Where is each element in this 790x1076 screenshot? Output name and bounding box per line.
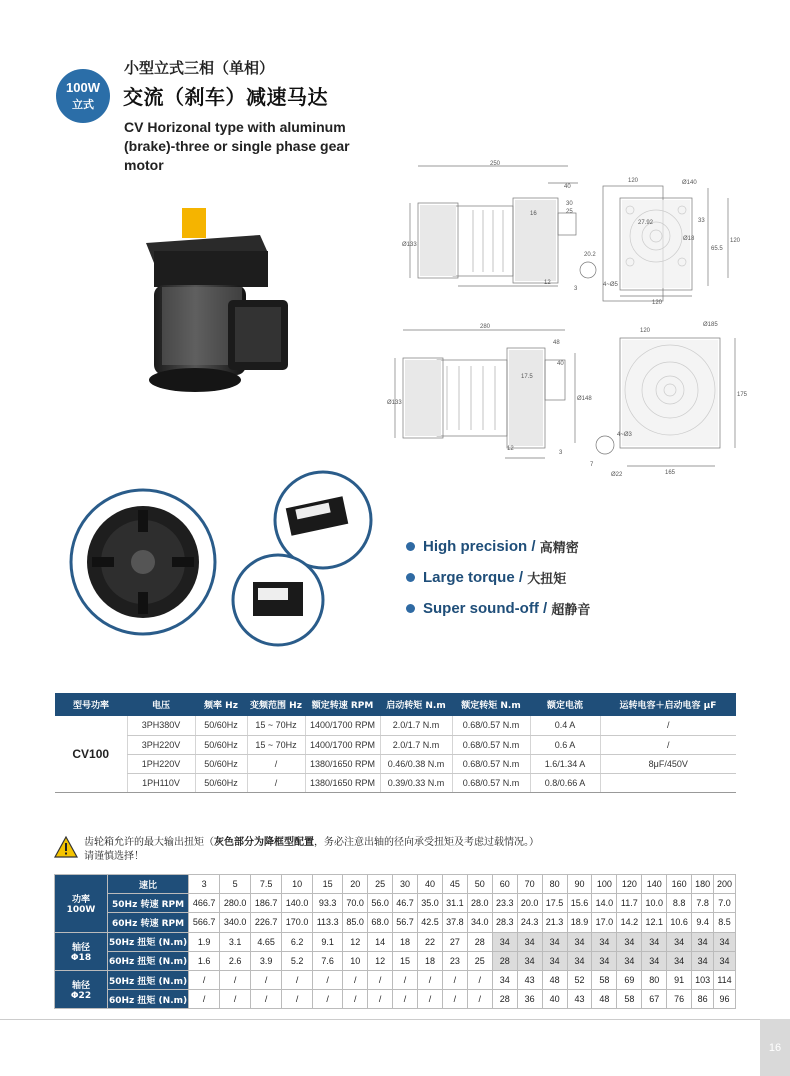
torque-cell: / xyxy=(282,990,313,1009)
table-cell: 2.0/1.7 N.m xyxy=(380,716,452,735)
torque-cell: 34 xyxy=(667,932,692,951)
spec-header: 额定转速 RPM xyxy=(305,693,380,716)
table-cell: 0.39/0.33 N.m xyxy=(380,773,452,792)
table-cell: 0.68/0.57 N.m xyxy=(452,754,530,773)
svg-text:280: 280 xyxy=(480,324,491,330)
torque-cell: 14 xyxy=(368,932,393,951)
torque-cell: 100 xyxy=(592,875,617,894)
footer-divider xyxy=(0,1019,760,1020)
torque-cell: 30 xyxy=(393,875,418,894)
torque-cell: 43 xyxy=(567,990,592,1009)
torque-cell: 10.6 xyxy=(667,913,692,932)
torque-cell: 91 xyxy=(667,970,692,989)
svg-text:250: 250 xyxy=(490,161,501,167)
shaft18-header xyxy=(55,932,108,970)
svg-text:3: 3 xyxy=(574,286,578,292)
torque-cell: 34 xyxy=(567,951,592,970)
torque-cell: 50 xyxy=(467,875,492,894)
torque-cell: 10 xyxy=(282,875,313,894)
svg-text:48: 48 xyxy=(553,340,560,346)
svg-text:120: 120 xyxy=(730,238,741,244)
torque-cell: 10.0 xyxy=(642,894,667,913)
torque-cell: 3.9 xyxy=(251,951,282,970)
torque-cell: 280.0 xyxy=(220,894,251,913)
feature-zh: 超静音 xyxy=(551,603,591,618)
t22-50-row xyxy=(55,970,736,989)
note-text-post: ，务必注意出轴的径向承受扭矩及考虑过载情况。） xyxy=(314,837,539,848)
torque-cell: 37.8 xyxy=(442,913,467,932)
torque-cell: 28.3 xyxy=(492,913,517,932)
torque-cell: / xyxy=(442,990,467,1009)
torque-cell: / xyxy=(343,990,368,1009)
svg-text:12: 12 xyxy=(507,446,514,452)
torque-cell: 58 xyxy=(617,990,642,1009)
torque-cell: 10 xyxy=(343,951,368,970)
t22-60-row xyxy=(55,990,736,1009)
torque-cell: 1.9 xyxy=(189,932,220,951)
torque-cell: 67 xyxy=(642,990,667,1009)
feature-item: High precision / 高精密 xyxy=(406,531,590,562)
torque-cell: 36 xyxy=(517,990,542,1009)
table-cell: 50/60Hz xyxy=(195,716,247,735)
feature-item: Large torque / 大扭矩 xyxy=(406,562,590,593)
note-text-line2: 请谨慎选择！ xyxy=(84,851,144,862)
torque-cell: 48 xyxy=(542,970,567,989)
torque-cell: 15 xyxy=(393,951,418,970)
torque-cell: / xyxy=(418,970,443,989)
torque-cell: 34 xyxy=(617,932,642,951)
shaft22-value: Φ22 xyxy=(70,991,92,1002)
table-cell: / xyxy=(247,773,305,792)
torque-cell: 34 xyxy=(692,932,714,951)
torque-cell: 1.6 xyxy=(189,951,220,970)
svg-text:Ø185: Ø185 xyxy=(703,322,718,328)
torque-cell: 34 xyxy=(692,951,714,970)
page-title: 交流（刹车）减速马达 xyxy=(123,85,328,109)
spec-header: 启动转矩 N.m xyxy=(380,693,452,716)
spec-header: 型号功率 xyxy=(55,693,127,716)
torque-cell: 28.0 xyxy=(467,894,492,913)
torque-cell: 186.7 xyxy=(251,894,282,913)
torque-cell: 34 xyxy=(567,932,592,951)
shaft22-header xyxy=(55,970,108,1008)
svg-text:Ø140: Ø140 xyxy=(682,180,697,186)
svg-text:Ø18: Ø18 xyxy=(683,236,695,242)
torque-cell: 86 xyxy=(692,990,714,1009)
spec-header: 电压 xyxy=(127,693,195,716)
svg-text:Ø133: Ø133 xyxy=(387,400,402,406)
torque-cell: 34 xyxy=(642,932,667,951)
power-badge xyxy=(56,69,110,123)
torque-cell: / xyxy=(393,990,418,1009)
spec-header: 额定电流 xyxy=(530,693,600,716)
torque-cell: 18.9 xyxy=(567,913,592,932)
torque-cell: 200 xyxy=(714,875,736,894)
shaft22-label: 轴径 xyxy=(71,981,90,992)
torque-cell: 14.0 xyxy=(592,894,617,913)
torque-cell: 28 xyxy=(492,990,517,1009)
svg-text:120: 120 xyxy=(628,178,639,184)
torque-cell: 34 xyxy=(492,970,517,989)
torque-cell: 180 xyxy=(692,875,714,894)
t22-50-label: 50Hz 扭矩 (N.m) xyxy=(108,970,189,989)
table-cell: 0.68/0.57 N.m xyxy=(452,716,530,735)
table-cell: 1400/1700 RPM xyxy=(305,735,380,754)
torque-cell: 34 xyxy=(542,932,567,951)
torque-cell: / xyxy=(189,990,220,1009)
torque-cell: 7.0 xyxy=(714,894,736,913)
torque-cell: 15.6 xyxy=(567,894,592,913)
dimension-drawing-brake xyxy=(385,318,748,480)
torque-cell: 27 xyxy=(442,932,467,951)
feature-en: Large torque xyxy=(423,569,515,586)
svg-text:120: 120 xyxy=(652,300,663,306)
torque-cell: 34 xyxy=(492,932,517,951)
torque-cell: 34 xyxy=(617,951,642,970)
torque-cell: / xyxy=(313,970,343,989)
torque-cell: 5 xyxy=(220,875,251,894)
svg-text:Ø133: Ø133 xyxy=(402,242,417,248)
warning-icon xyxy=(54,836,78,858)
feature-en: High precision xyxy=(423,538,528,555)
torque-cell: 3.1 xyxy=(220,932,251,951)
torque-cell: 12 xyxy=(343,932,368,951)
rpm60-label: 60Hz 转速 RPM xyxy=(108,913,189,932)
note-text-bold: 灰色部分为降框型配置 xyxy=(214,837,314,848)
t18-60-row xyxy=(55,951,736,970)
torque-cell: 34 xyxy=(517,951,542,970)
torque-cell: 34 xyxy=(714,932,736,951)
dimension-drawing-top xyxy=(398,158,740,308)
torque-cell: 2.6 xyxy=(220,951,251,970)
title-subtitle: 小型立式三相（单相） xyxy=(124,59,275,77)
torque-cell: 3 xyxy=(189,875,220,894)
torque-cell: 17.5 xyxy=(542,894,567,913)
bullet-icon xyxy=(406,573,415,582)
torque-cell: 226.7 xyxy=(251,913,282,932)
torque-cell: 18 xyxy=(393,932,418,951)
page-number: 16 xyxy=(760,1019,790,1076)
rpm60-row xyxy=(55,913,736,932)
spec-header-row xyxy=(55,693,736,716)
svg-text:4~Ø5: 4~Ø5 xyxy=(603,282,618,288)
torque-cell: 7.8 xyxy=(692,894,714,913)
torque-cell: 52 xyxy=(567,970,592,989)
torque-cell: 93.3 xyxy=(313,894,343,913)
title-english: CV Horizonal type with aluminum (brake)-three or single phase gear motor xyxy=(124,119,350,173)
torque-cell: 113.3 xyxy=(313,913,343,932)
t18-50-label: 50Hz 扭矩 (N.m) xyxy=(108,932,189,951)
table-cell: 1.6/1.34 A xyxy=(530,754,600,773)
torque-cell: 80 xyxy=(542,875,567,894)
torque-cell: 8.5 xyxy=(714,913,736,932)
table-cell: 50/60Hz xyxy=(195,735,247,754)
table-cell: 1380/1650 RPM xyxy=(305,773,380,792)
torque-cell: 25 xyxy=(467,951,492,970)
torque-cell: 566.7 xyxy=(189,913,220,932)
svg-text:30: 30 xyxy=(566,201,573,207)
table-cell: 0.4 A xyxy=(530,716,600,735)
shaft18-value: Φ18 xyxy=(70,952,92,963)
torque-cell: 140 xyxy=(642,875,667,894)
torque-cell: 7.6 xyxy=(313,951,343,970)
svg-text:17.5: 17.5 xyxy=(521,374,533,380)
feature-en: Super sound-off xyxy=(423,600,539,617)
torque-cell: 28 xyxy=(492,951,517,970)
torque-cell: / xyxy=(251,990,282,1009)
table-cell: 0.6 A xyxy=(530,735,600,754)
torque-cell: 18 xyxy=(418,951,443,970)
badge-power: 100W xyxy=(66,80,100,95)
table-cell xyxy=(600,773,736,792)
model-cell: CV100 xyxy=(55,716,127,792)
torque-cell: 76 xyxy=(667,990,692,1009)
table-cell: / xyxy=(600,735,736,754)
table-cell: 50/60Hz xyxy=(195,773,247,792)
svg-text:165: 165 xyxy=(665,470,676,476)
torque-cell: / xyxy=(251,970,282,989)
torque-cell: / xyxy=(442,970,467,989)
torque-cell: 34 xyxy=(592,932,617,951)
torque-cell: 68.0 xyxy=(368,913,393,932)
torque-cell: 34 xyxy=(542,951,567,970)
t18-60-label: 60Hz 扭矩 (N.m) xyxy=(108,951,189,970)
torque-cell: 46.7 xyxy=(393,894,418,913)
torque-cell: 17.0 xyxy=(592,913,617,932)
torque-cell: 140.0 xyxy=(282,894,313,913)
power-header xyxy=(55,875,108,933)
torque-cell: 56.0 xyxy=(368,894,393,913)
torque-cell: 25 xyxy=(368,875,393,894)
svg-text:12: 12 xyxy=(544,280,551,286)
feature-zh: 大扭矩 xyxy=(527,572,567,587)
torque-cell: 48 xyxy=(592,990,617,1009)
table-cell: 3PH220V xyxy=(127,735,195,754)
spec-table xyxy=(55,693,736,793)
ratio-row xyxy=(55,875,736,894)
table-cell: / xyxy=(247,754,305,773)
torque-cell: / xyxy=(418,990,443,1009)
table-cell: 0.8/0.66 A xyxy=(530,773,600,792)
table-row xyxy=(55,773,736,792)
torque-cell: 70.0 xyxy=(343,894,368,913)
torque-cell: 7.5 xyxy=(251,875,282,894)
torque-cell: / xyxy=(282,970,313,989)
torque-cell: / xyxy=(467,990,492,1009)
table-cell: 1PH110V xyxy=(127,773,195,792)
torque-cell: 11.7 xyxy=(617,894,642,913)
svg-text:4~Ø3: 4~Ø3 xyxy=(617,432,632,438)
svg-text:16: 16 xyxy=(530,211,537,217)
torque-cell: / xyxy=(393,970,418,989)
torque-cell: 14.2 xyxy=(617,913,642,932)
torque-cell: 34 xyxy=(667,951,692,970)
svg-text:Ø148: Ø148 xyxy=(577,396,592,402)
table-row xyxy=(55,735,736,754)
torque-cell: 9.1 xyxy=(313,932,343,951)
torque-cell: / xyxy=(368,990,393,1009)
torque-cell: 45 xyxy=(442,875,467,894)
svg-text:65.5: 65.5 xyxy=(711,246,723,252)
torque-cell: 56.7 xyxy=(393,913,418,932)
power-value: 100W xyxy=(66,904,96,915)
svg-text:27.92: 27.92 xyxy=(638,220,654,226)
svg-text:40: 40 xyxy=(564,184,571,190)
torque-table xyxy=(54,874,736,1009)
torque-cell: 5.2 xyxy=(282,951,313,970)
table-cell: 1400/1700 RPM xyxy=(305,716,380,735)
torque-cell: 24.3 xyxy=(517,913,542,932)
svg-text:Ø22: Ø22 xyxy=(611,472,623,478)
torque-cell: 20.0 xyxy=(517,894,542,913)
torque-cell: 114 xyxy=(714,970,736,989)
torque-cell: 103 xyxy=(692,970,714,989)
table-row xyxy=(55,754,736,773)
spec-header: 额定转矩 N.m xyxy=(452,693,530,716)
table-cell: 0.68/0.57 N.m xyxy=(452,735,530,754)
torque-cell: 96 xyxy=(714,990,736,1009)
feature-zh: 高精密 xyxy=(539,541,579,556)
svg-text:25: 25 xyxy=(566,209,573,215)
torque-cell: / xyxy=(343,970,368,989)
torque-cell: 34 xyxy=(714,951,736,970)
feature-list xyxy=(406,531,590,624)
torque-cell: 23.3 xyxy=(492,894,517,913)
torque-cell: 85.0 xyxy=(343,913,368,932)
table-cell: 15 ~ 70Hz xyxy=(247,716,305,735)
t18-50-row xyxy=(55,932,736,951)
torque-cell: 6.2 xyxy=(282,932,313,951)
torque-cell: 58 xyxy=(592,970,617,989)
table-cell: 2.0/1.7 N.m xyxy=(380,735,452,754)
badge-type: 立式 xyxy=(72,98,94,111)
torque-cell: 23 xyxy=(442,951,467,970)
rpm50-row xyxy=(55,894,736,913)
torque-cell: / xyxy=(467,970,492,989)
torque-cell: / xyxy=(189,970,220,989)
torque-cell: 12.1 xyxy=(642,913,667,932)
torque-cell: 28 xyxy=(467,932,492,951)
table-cell: 0.46/0.38 N.m xyxy=(380,754,452,773)
torque-cell: 34 xyxy=(592,951,617,970)
rpm50-label: 50Hz 转速 RPM xyxy=(108,894,189,913)
torque-cell: 34 xyxy=(517,932,542,951)
torque-cell: 8.8 xyxy=(667,894,692,913)
torque-cell: 90 xyxy=(567,875,592,894)
torque-cell: 120 xyxy=(617,875,642,894)
torque-cell: 4.65 xyxy=(251,932,282,951)
torque-cell: 20 xyxy=(343,875,368,894)
svg-text:40: 40 xyxy=(557,361,564,367)
shaft18-label: 轴径 xyxy=(71,942,90,953)
torque-cell: 34.0 xyxy=(467,913,492,932)
torque-cell: 21.3 xyxy=(542,913,567,932)
feature-item: Super sound-off / 超静音 xyxy=(406,593,590,624)
svg-text:7: 7 xyxy=(590,462,594,468)
svg-text:33: 33 xyxy=(698,218,705,224)
torque-cell: 40 xyxy=(542,990,567,1009)
svg-text:3: 3 xyxy=(559,450,563,456)
bullet-icon xyxy=(406,542,415,551)
brake-rectifier-photo xyxy=(68,470,378,660)
torque-cell: 70 xyxy=(517,875,542,894)
torque-cell: / xyxy=(220,970,251,989)
torque-cell: 12 xyxy=(368,951,393,970)
table-cell: 50/60Hz xyxy=(195,754,247,773)
torque-cell: 42.5 xyxy=(418,913,443,932)
table-cell: 1380/1650 RPM xyxy=(305,754,380,773)
motor-photo xyxy=(140,205,300,400)
table-cell: 0.68/0.57 N.m xyxy=(452,773,530,792)
torque-cell: 35.0 xyxy=(418,894,443,913)
svg-text:175: 175 xyxy=(737,392,748,398)
spec-header: 频率 Hz xyxy=(195,693,247,716)
torque-cell: 60 xyxy=(492,875,517,894)
torque-cell: / xyxy=(313,990,343,1009)
ratio-label: 速比 xyxy=(108,875,189,894)
torque-cell: 15 xyxy=(313,875,343,894)
table-cell: 1PH220V xyxy=(127,754,195,773)
note-text-pre: 齿轮箱允许的最大输出扭矩（ xyxy=(84,837,214,848)
table-row xyxy=(55,716,736,735)
table-cell: / xyxy=(600,716,736,735)
t22-60-label: 60Hz 扭矩 (N.m) xyxy=(108,990,189,1009)
torque-cell: 466.7 xyxy=(189,894,220,913)
torque-cell: / xyxy=(368,970,393,989)
svg-text:120: 120 xyxy=(640,328,651,334)
torque-cell: 31.1 xyxy=(442,894,467,913)
torque-cell: 9.4 xyxy=(692,913,714,932)
torque-cell: 40 xyxy=(418,875,443,894)
spec-header: 运转电容＋启动电容 μF xyxy=(600,693,736,716)
torque-cell: 160 xyxy=(667,875,692,894)
power-label: 功率 xyxy=(71,894,90,905)
torque-cell: 80 xyxy=(642,970,667,989)
table-cell: 15 ~ 70Hz xyxy=(247,735,305,754)
torque-cell: / xyxy=(220,990,251,1009)
torque-cell: 22 xyxy=(418,932,443,951)
torque-cell: 69 xyxy=(617,970,642,989)
torque-cell: 340.0 xyxy=(220,913,251,932)
table-cell: 3PH380V xyxy=(127,716,195,735)
bullet-icon xyxy=(406,604,415,613)
torque-cell: 43 xyxy=(517,970,542,989)
torque-cell: 170.0 xyxy=(282,913,313,932)
table-cell: 8μF/450V xyxy=(600,754,736,773)
svg-text:20.2: 20.2 xyxy=(584,252,596,258)
torque-note xyxy=(54,836,744,864)
spec-header: 变频范围 Hz xyxy=(247,693,305,716)
torque-cell: 34 xyxy=(642,951,667,970)
